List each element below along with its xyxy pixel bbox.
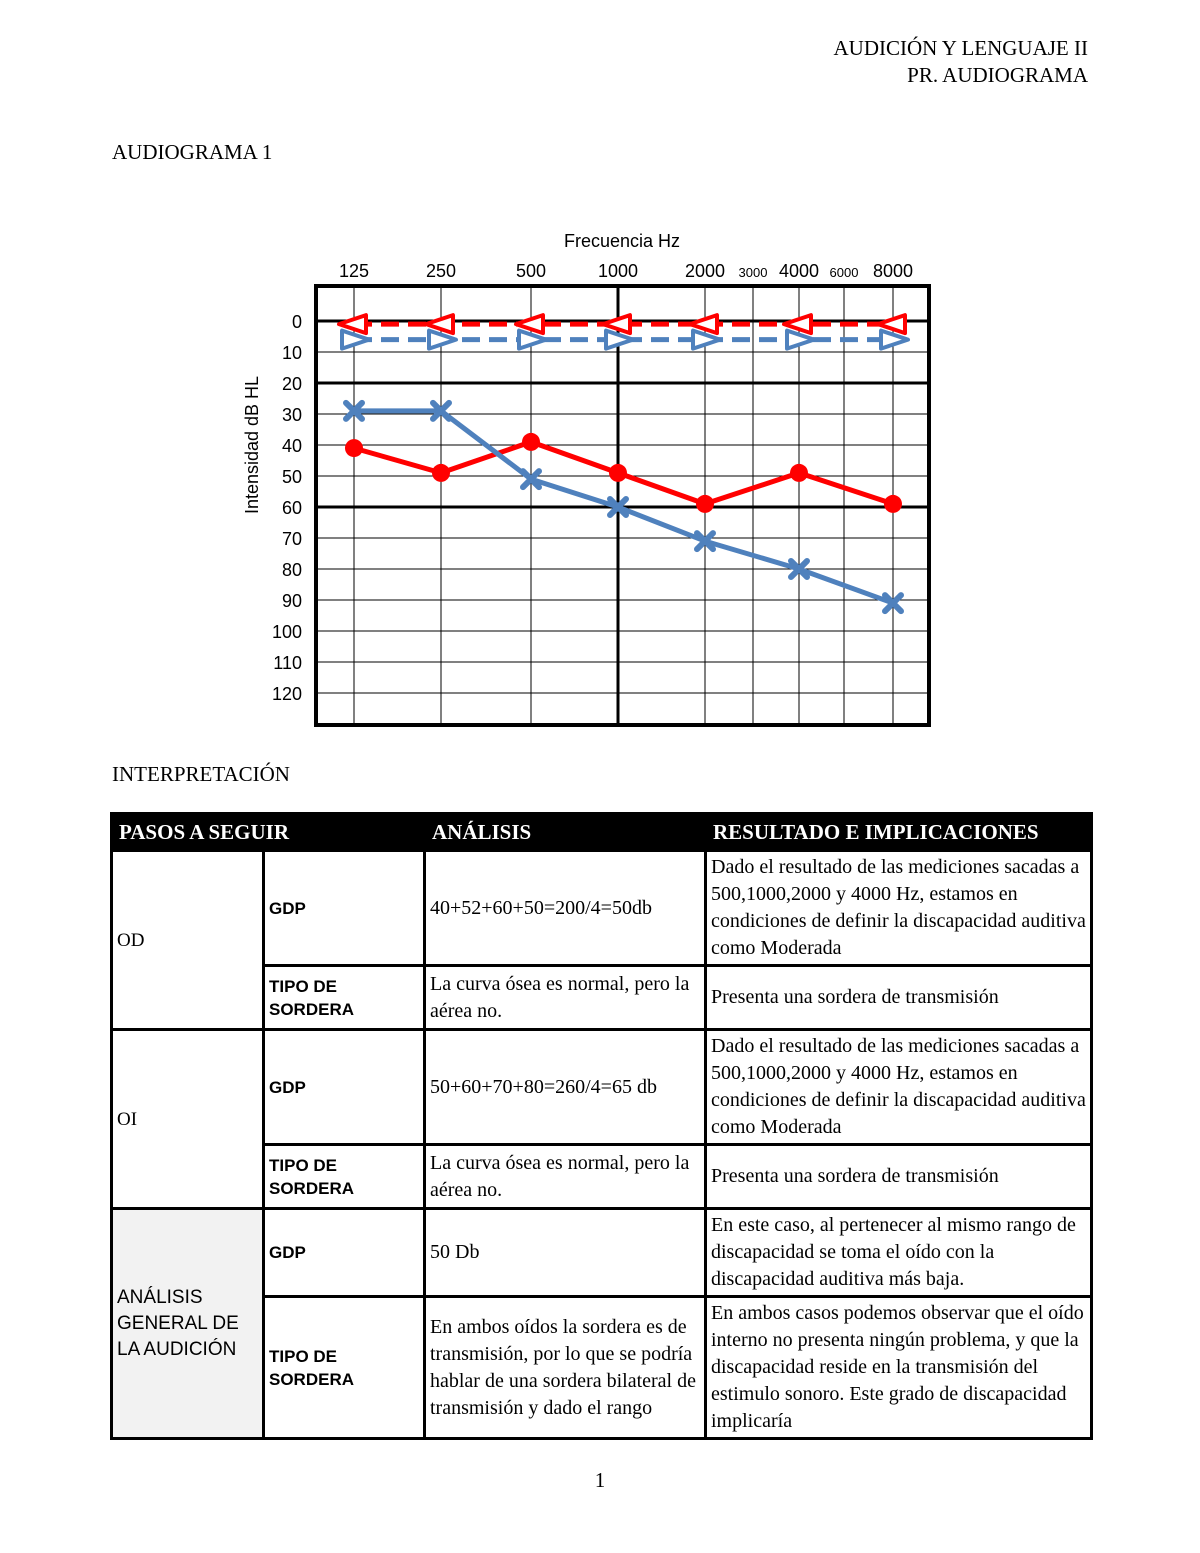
data-point-circle (345, 439, 363, 457)
row-label: GDP (264, 1209, 425, 1297)
row-analysis: 50 Db (425, 1209, 706, 1297)
row-result: Dado el resultado de las mediciones sacadas a 500,1000,2000 y 4000 Hz, estamos en condiciones de definir la discapacidad auditiva como Moderada (706, 851, 1092, 966)
row-result: Presenta una sordera de transmisión (706, 1145, 1092, 1209)
y-tick-label: 70 (281, 529, 302, 549)
table-row (112, 851, 1092, 966)
y-tick-label: 20 (281, 374, 302, 394)
row-label: TIPO DE SORDERA (264, 966, 425, 1030)
y-tick-label: 90 (281, 591, 302, 611)
data-point-circle (522, 433, 540, 451)
table-row (112, 1030, 1092, 1145)
x-tick-label: 1000 (597, 261, 639, 281)
y-tick-label: 50 (281, 467, 302, 487)
row-label: GDP (264, 1030, 425, 1145)
row-analysis: La curva ósea es normal, pero la aérea no. (425, 966, 706, 1030)
y-tick-label: 120 (271, 684, 302, 704)
group-oi: OI (112, 1030, 264, 1209)
data-point-circle (609, 464, 627, 482)
row-result: En ambos casos podemos observar que el oído interno no presenta ningún problema, y que la discapacidad reside en la transmisión del estimulo sonoro. Este grado de discapacidad implicaría (706, 1297, 1092, 1439)
group-od: OD (112, 851, 264, 1030)
row-result: En este caso, al pertenecer al mismo rango de discapacidad se toma el oído con la discapacidad auditiva más baja. (706, 1209, 1092, 1297)
data-point-circle (696, 495, 714, 513)
audiogram-chart (230, 225, 950, 735)
audiogram-svg (230, 225, 950, 735)
row-analysis: 40+52+60+50=200/4=50db (425, 851, 706, 966)
table-row (112, 1209, 1092, 1297)
row-label: TIPO DE SORDERA (264, 1297, 425, 1439)
x-tick-label: 500 (515, 261, 547, 281)
y-tick-label: 0 (291, 312, 302, 332)
page-number: 1 (594, 1468, 606, 1492)
x-axis-label: Frecuencia Hz (563, 231, 681, 251)
row-result: Dado el resultado de las mediciones sacadas a 500,1000,2000 y 4000 Hz, estamos en condiciones de definir la discapacidad auditiva como Moderada (706, 1030, 1092, 1145)
y-tick-label: 40 (281, 436, 302, 456)
row-label: GDP (264, 851, 425, 966)
x-tick-label: 8000 (872, 261, 914, 281)
x-tick-label-minor: 3000 (738, 265, 768, 280)
header-practice: PR. AUDIOGRAMA (907, 63, 1088, 87)
x-tick-label: 4000 (778, 261, 820, 281)
header-result: RESULTADO E IMPLICACIONES (706, 814, 1092, 851)
y-tick-label: 30 (281, 405, 302, 425)
y-tick-label: 110 (273, 653, 302, 673)
data-point-circle (884, 495, 902, 513)
row-analysis: En ambos oídos la sordera es de transmisión, por lo que se podría hablar de una sordera bilateral de transmisión y dado el rango (425, 1297, 706, 1439)
interpretation-table (110, 812, 1093, 1440)
row-result: Presenta una sordera de transmisión (706, 966, 1092, 1030)
row-analysis: La curva ósea es normal, pero la aérea no. (425, 1145, 706, 1209)
header-steps: PASOS A SEGUIR (112, 814, 425, 851)
row-analysis: 50+60+70+80=260/4=65 db (425, 1030, 706, 1145)
x-tick-label: 250 (425, 261, 457, 281)
y-tick-label: 10 (281, 343, 302, 363)
y-axis-label: Intensidad dB HL (242, 375, 262, 515)
data-point-circle (790, 464, 808, 482)
y-tick-label: 100 (271, 622, 302, 642)
data-point-circle (432, 464, 450, 482)
y-tick-label: 60 (281, 498, 302, 518)
x-tick-label-minor: 6000 (829, 265, 859, 280)
x-tick-label: 2000 (684, 261, 726, 281)
header-course: AUDICIÓN Y LENGUAJE II (833, 36, 1088, 60)
group-general: ANÁLISIS GENERAL DE LA AUDICIÓN (112, 1209, 264, 1439)
header-analysis: ANÁLISIS (425, 814, 706, 851)
interpretation-title: INTERPRETACIÓN (112, 762, 290, 786)
x-tick-label: 125 (338, 261, 370, 281)
table-header-row (112, 814, 1092, 851)
row-label: TIPO DE SORDERA (264, 1145, 425, 1209)
y-tick-label: 80 (281, 560, 302, 580)
section-title: AUDIOGRAMA 1 (112, 140, 273, 164)
